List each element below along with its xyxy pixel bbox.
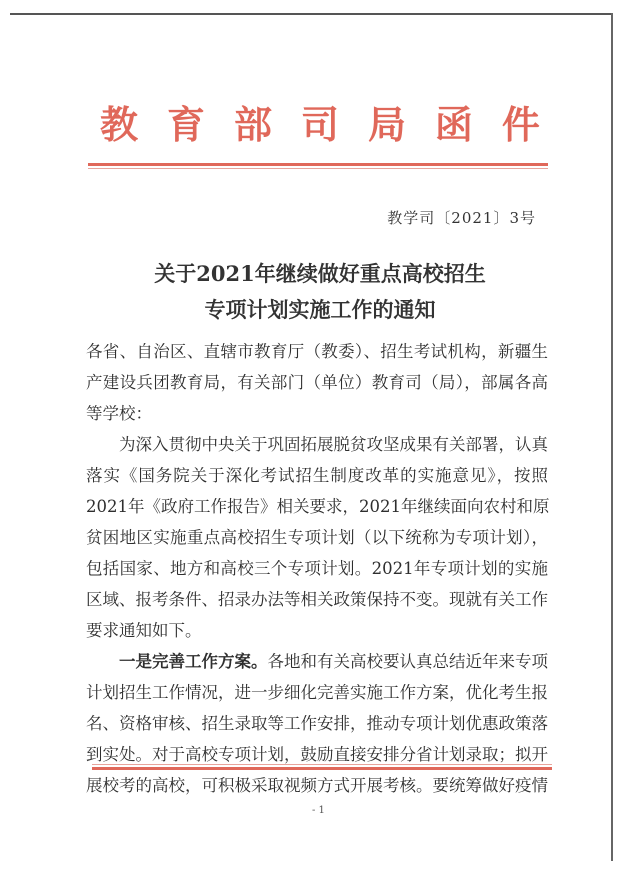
footer-red-rule-thin [92,764,552,765]
letterhead-char: 司 [300,102,339,147]
paragraph-line: 展校考的高校，可积极采取视频方式开展考核。要统筹做好疫情 [86,776,548,795]
letterhead-char: 部 [233,102,272,147]
paragraph-line: 落实《国务院关于深化考试招生制度改革的实施意见》，按照 [86,466,548,485]
paragraph-line: 计划招生工作情况，进一步细化完善实施工作方案，优化考生报 [86,683,548,702]
addressee-line: 产建设兵团教育局，有关部门（单位）教育司（局），部属各高 [86,373,548,392]
letterhead-char: 局 [367,102,406,147]
letterhead-char: 育 [166,102,205,147]
letterhead-char: 函 [434,102,473,147]
intro-paragraph [86,429,548,646]
paragraph-line: 包括国家、地方和高校三个专项计划。2021年专项计划的实施 [86,559,548,578]
document-title-line1: 关于2021年继续做好重点高校招生 [154,261,486,286]
addressee-line: 各省、自治区、直辖市教育厅（教委）、招生考试机构，新疆生 [86,342,548,361]
paragraph-line: 到实处。对于高校专项计划，鼓励直接安排分省计划录取；拟开 [86,745,548,764]
page-border-right [611,13,613,861]
letterhead-title [100,100,540,150]
paragraph-line: 为深入贯彻中央关于巩固拓展脱贫攻坚成果有关部署，认真 [119,435,548,454]
section-1-paragraph [86,646,548,801]
page-border-top [10,13,613,15]
document-number: 教学司〔2021〕3号 [387,209,536,227]
section-text: 各地和有关高校要认真总结近年来专项 [267,652,548,671]
letterhead-char: 教 [100,102,139,147]
letterhead-char: 件 [501,102,540,147]
paragraph-line: 名、资格审核、招生录取等工作安排，推动专项计划优惠政策落 [86,714,548,733]
paragraph-line: 2021年《政府工作报告》相关要求，2021年继续面向农村和原 [86,497,550,516]
section-heading: 一是完善工作方案。 [119,652,268,671]
paragraph-line [86,646,548,677]
paragraph-line: 贫困地区实施重点高校招生专项计划（以下统称为专项计划）， [86,528,548,547]
addressee-block [86,336,548,429]
paragraph-line: 要求通知如下。 [86,621,202,640]
document-title-line2: 专项计划实施工作的通知 [204,297,436,322]
addressee-line: 等学校： [86,404,152,423]
footer-red-rule [92,767,552,770]
paragraph-line: 区域、报考条件、招录办法等相关政策保持不变。现就有关工作 [86,590,548,609]
header-red-rule [88,163,548,166]
header-red-rule-thin [88,168,548,169]
page-number: - 1 [312,805,325,816]
